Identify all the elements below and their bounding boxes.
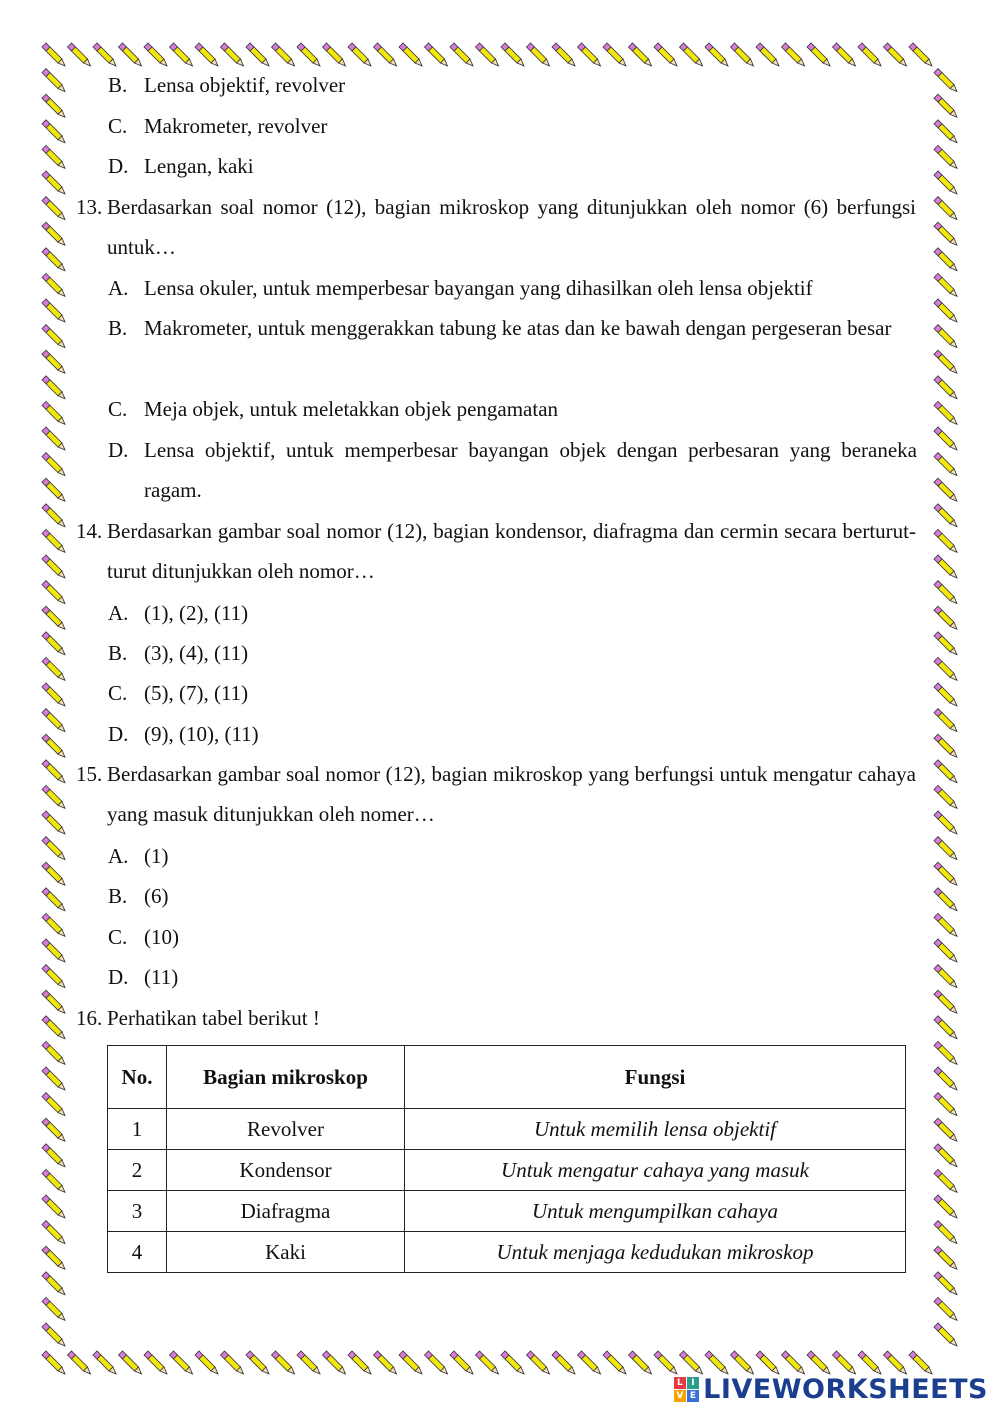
pencil-icon [934,248,957,271]
pencil-icon [195,43,218,66]
microscope-table [107,1045,906,1273]
pencil-icon [705,43,728,66]
option-text: (10) [144,925,179,949]
option-text: (3), (4), (11) [144,641,249,665]
pencil-icon [934,504,957,527]
pencil-icon [934,1169,957,1192]
option-letter: A. [108,844,129,868]
pencil-icon [170,43,193,66]
table-cell-part: Kondensor [167,1150,405,1191]
pencil-icon [934,94,957,117]
option-letter: A. [108,601,129,625]
pencil-icon [858,43,881,66]
pencil-icon [42,401,65,424]
pencil-icon [42,760,65,783]
table-cell-no: 2 [108,1150,167,1191]
pencil-icon [552,1351,575,1374]
option-letter: B. [108,884,128,908]
question-text: Berdasarkan gambar soal nomor (12), bagian mikroskop yang berfungsi untuk mengatur cahaya yang masuk ditunjukkan oleh nomer… [107,762,916,826]
pencil-icon [934,453,957,476]
table-cell-part: Revolver [167,1109,405,1150]
pencil-icon [934,657,957,680]
pencil-icon [42,1067,65,1090]
pencil-icon [42,683,65,706]
option-text: (9), (10), (11) [144,722,259,746]
pencil-icon [934,837,957,860]
option-text: Makrometer, revolver [144,114,328,138]
pencil-icon [934,427,957,450]
pencil-icon [934,913,957,936]
pencil-icon [42,1246,65,1269]
pencil-icon [934,529,957,552]
pencil-icon [119,1351,142,1374]
option-letter: C. [108,925,128,949]
question-number: 13. [76,195,103,219]
option-text: (11) [144,965,179,989]
pencil-icon [934,401,957,424]
pencil-icon [934,1041,957,1064]
pencil-icon [501,43,524,66]
pencil-icon [756,43,779,66]
question-text: Perhatikan tabel berikut ! [107,1006,320,1030]
pencil-icon [934,581,957,604]
pencil-icon [42,1195,65,1218]
pencil-icon [934,709,957,732]
logo-mark-letter: I [687,1377,699,1389]
pencil-icon [909,1351,932,1374]
option-text: Lensa okuler, untuk memperbesar bayangan yang dihasilkan oleh lensa objektif [144,276,813,300]
question-number: 16. [76,1006,103,1030]
table-header-part: Bagian mikroskop [167,1046,405,1109]
option-text: Meja objek, untuk meletakkan objek pengamatan [144,397,559,421]
pencil-icon [42,171,65,194]
pencil-icon [42,325,65,348]
pencil-icon [42,837,65,860]
pencil-icon [934,1195,957,1218]
pencil-icon [42,709,65,732]
pencil-icon [476,1351,499,1374]
pencil-icon [42,427,65,450]
pencil-icon [246,43,269,66]
table-cell-function: Untuk menjaga kedudukan mikroskop [405,1232,906,1273]
pencil-icon [934,862,957,885]
pencil-icon [654,1351,677,1374]
table-cell-function: Untuk memilih lensa objektif [405,1109,906,1150]
pencil-icon [42,350,65,373]
pencil-icon [221,1351,244,1374]
option-text: Makrometer, untuk menggerakkan tabung ke atas dan ke bawah dengan pergeseran besar [144,316,892,340]
question-number: 14. [76,519,103,543]
pencil-icon [323,1351,346,1374]
pencil-icon [807,43,830,66]
pencil-icon [501,1351,524,1374]
pencil-icon [884,1351,907,1374]
pencil-icon [42,1041,65,1064]
pencil-icon [425,1351,448,1374]
pencil-icon [42,1297,65,1320]
logo-mark-letter: V [674,1390,686,1402]
pencil-icon [42,94,65,117]
pencil-icon [42,862,65,885]
option-text: (5), (7), (11) [144,681,249,705]
logo-mark-letter: L [674,1377,686,1389]
pencil-icon [731,43,754,66]
pencil-icon [629,1351,652,1374]
option-letter: C. [108,397,128,421]
pencil-icon [42,43,65,66]
pencil-icon [934,1016,957,1039]
pencil-icon [42,120,65,143]
pencil-icon [934,1221,957,1244]
pencil-icon [42,965,65,988]
pencil-icon [705,1351,728,1374]
pencil-icon [934,120,957,143]
pencil-icon [934,1246,957,1269]
table-row [108,1232,906,1273]
pencil-icon [42,504,65,527]
pencil-icon [934,606,957,629]
option-letter: C. [108,681,128,705]
pencil-icon [399,1351,422,1374]
pencil-icon [42,299,65,322]
option-letter: D. [108,154,129,178]
pencil-icon [93,1351,116,1374]
option-text: (1) [144,844,169,868]
pencil-icon [42,888,65,911]
pencil-icon [68,1351,91,1374]
pencil-icon [42,581,65,604]
pencil-icon [782,1351,805,1374]
pencil-icon [272,43,295,66]
option-letter: D. [108,722,129,746]
pencil-icon [934,299,957,322]
pencil-icon [934,325,957,348]
pencil-icon [934,1297,957,1320]
pencil-icon [42,632,65,655]
pencil-icon [42,376,65,399]
pencil-icon [858,1351,881,1374]
pencil-icon [42,913,65,936]
pencil-icon [934,811,957,834]
option-letter: A. [108,276,129,300]
table-header-function: Fungsi [405,1046,906,1109]
pencil-icon [934,1323,957,1346]
pencil-icon [42,145,65,168]
pencil-icon [119,43,142,66]
pencil-icon [934,1093,957,1116]
pencil-icon [144,43,167,66]
pencil-icon [42,939,65,962]
liveworksheets-logo[interactable] [674,1372,988,1406]
logo-mark-icon [674,1377,699,1402]
pencil-icon [807,1351,830,1374]
table-row [108,1150,906,1191]
pencil-icon [42,1093,65,1116]
pencil-icon [731,1351,754,1374]
pencil-icon [934,939,957,962]
pencil-icon [934,350,957,373]
pencil-icon [934,760,957,783]
pencil-icon [221,43,244,66]
pencil-icon [42,273,65,296]
pencil-icon [42,1272,65,1295]
pencil-icon [833,1351,856,1374]
pencil-icon [909,43,932,66]
pencil-icon [578,1351,601,1374]
pencil-icon [934,478,957,501]
question-text: Berdasarkan gambar soal nomor (12), bagian kondensor, diafragma dan cermin secara berturut-turut ditunjukkan oleh nomor… [107,519,916,583]
pencil-icon [42,197,65,220]
question-text: Berdasarkan soal nomor (12), bagian mikroskop yang ditunjukkan oleh nomor (6) berfungsi untuk… [107,195,916,259]
pencil-icon [323,43,346,66]
pencil-icon [42,248,65,271]
option-letter: B. [108,641,128,665]
pencil-icon [934,990,957,1013]
table-cell-no: 3 [108,1191,167,1232]
pencil-icon [450,43,473,66]
pencil-icon [42,1323,65,1346]
pencil-icon [42,734,65,757]
pencil-icon [934,171,957,194]
pencil-icon [68,43,91,66]
pencil-icon [42,1144,65,1167]
pencil-icon [42,1169,65,1192]
logo-text: LIVEWORKSHEETS [703,1373,988,1405]
pencil-icon [297,43,320,66]
pencil-icon [348,43,371,66]
pencil-icon [527,43,550,66]
option-text: Lensa objektif, untuk memperbesar bayangan objek dengan perbesaran yang beraneka ragam. [144,438,917,502]
pencil-icon [42,606,65,629]
table-cell-no: 4 [108,1232,167,1273]
option-letter: D. [108,965,129,989]
pencil-icon [680,1351,703,1374]
table-cell-part: Diafragma [167,1191,405,1232]
pencil-icon [42,657,65,680]
pencil-icon [399,43,422,66]
pencil-icon [934,376,957,399]
pencil-icon [629,43,652,66]
option-text: Lensa objektif, revolver [144,73,346,97]
option-text: (1), (2), (11) [144,601,249,625]
pencil-icon [42,1351,65,1374]
table-row [108,1109,906,1150]
pencil-icon [425,43,448,66]
pencil-icon [934,69,957,92]
pencil-icon [42,811,65,834]
pencil-icon [195,1351,218,1374]
table-cell-function: Untuk mengumpilkan cahaya [405,1191,906,1232]
pencil-icon [93,43,116,66]
pencil-icon [42,1221,65,1244]
pencil-icon [934,1118,957,1141]
pencil-icon [756,1351,779,1374]
pencil-icon [374,43,397,66]
pencil-icon [654,43,677,66]
pencil-icon [934,734,957,757]
option-text: Lengan, kaki [144,154,254,178]
pencil-icon [934,222,957,245]
pencil-icon [934,1067,957,1090]
table-row [108,1191,906,1232]
pencil-icon [297,1351,320,1374]
logo-mark-letter: E [687,1390,699,1402]
pencil-icon [42,785,65,808]
pencil-icon [934,145,957,168]
pencil-icon [934,888,957,911]
pencil-icon [934,555,957,578]
pencil-icon [884,43,907,66]
pencil-icon [42,478,65,501]
pencil-icon [42,1016,65,1039]
pencil-icon [603,43,626,66]
pencil-icon [833,43,856,66]
option-text: (6) [144,884,169,908]
pencil-icon [934,197,957,220]
pencil-icon [348,1351,371,1374]
pencil-icon [934,1144,957,1167]
pencil-icon [527,1351,550,1374]
pencil-icon [144,1351,167,1374]
pencil-icon [680,43,703,66]
pencil-icon [42,453,65,476]
pencil-icon [246,1351,269,1374]
table-cell-part: Kaki [167,1232,405,1273]
pencil-icon [603,1351,626,1374]
pencil-icon [374,1351,397,1374]
pencil-icon [934,785,957,808]
pencil-icon [934,273,957,296]
pencil-icon [42,1118,65,1141]
option-letter: C. [108,114,128,138]
pencil-icon [934,1272,957,1295]
table-cell-function: Untuk mengatur cahaya yang masuk [405,1150,906,1191]
pencil-icon [552,43,575,66]
pencil-icon [934,683,957,706]
pencil-icon [42,529,65,552]
pencil-icon [934,965,957,988]
pencil-icon [42,222,65,245]
table-header-no: No. [108,1046,167,1109]
pencil-icon [42,990,65,1013]
pencil-icon [578,43,601,66]
pencil-icon [934,632,957,655]
option-letter: D. [108,438,129,462]
pencil-icon [476,43,499,66]
pencil-icon [42,69,65,92]
table-header-row [108,1046,906,1109]
table-cell-no: 1 [108,1109,167,1150]
pencil-icon [450,1351,473,1374]
option-letter: B. [108,73,128,97]
pencil-icon [42,555,65,578]
question-number: 15. [76,762,103,786]
option-letter: B. [108,316,128,340]
pencil-icon [170,1351,193,1374]
pencil-icon [782,43,805,66]
pencil-icon [272,1351,295,1374]
